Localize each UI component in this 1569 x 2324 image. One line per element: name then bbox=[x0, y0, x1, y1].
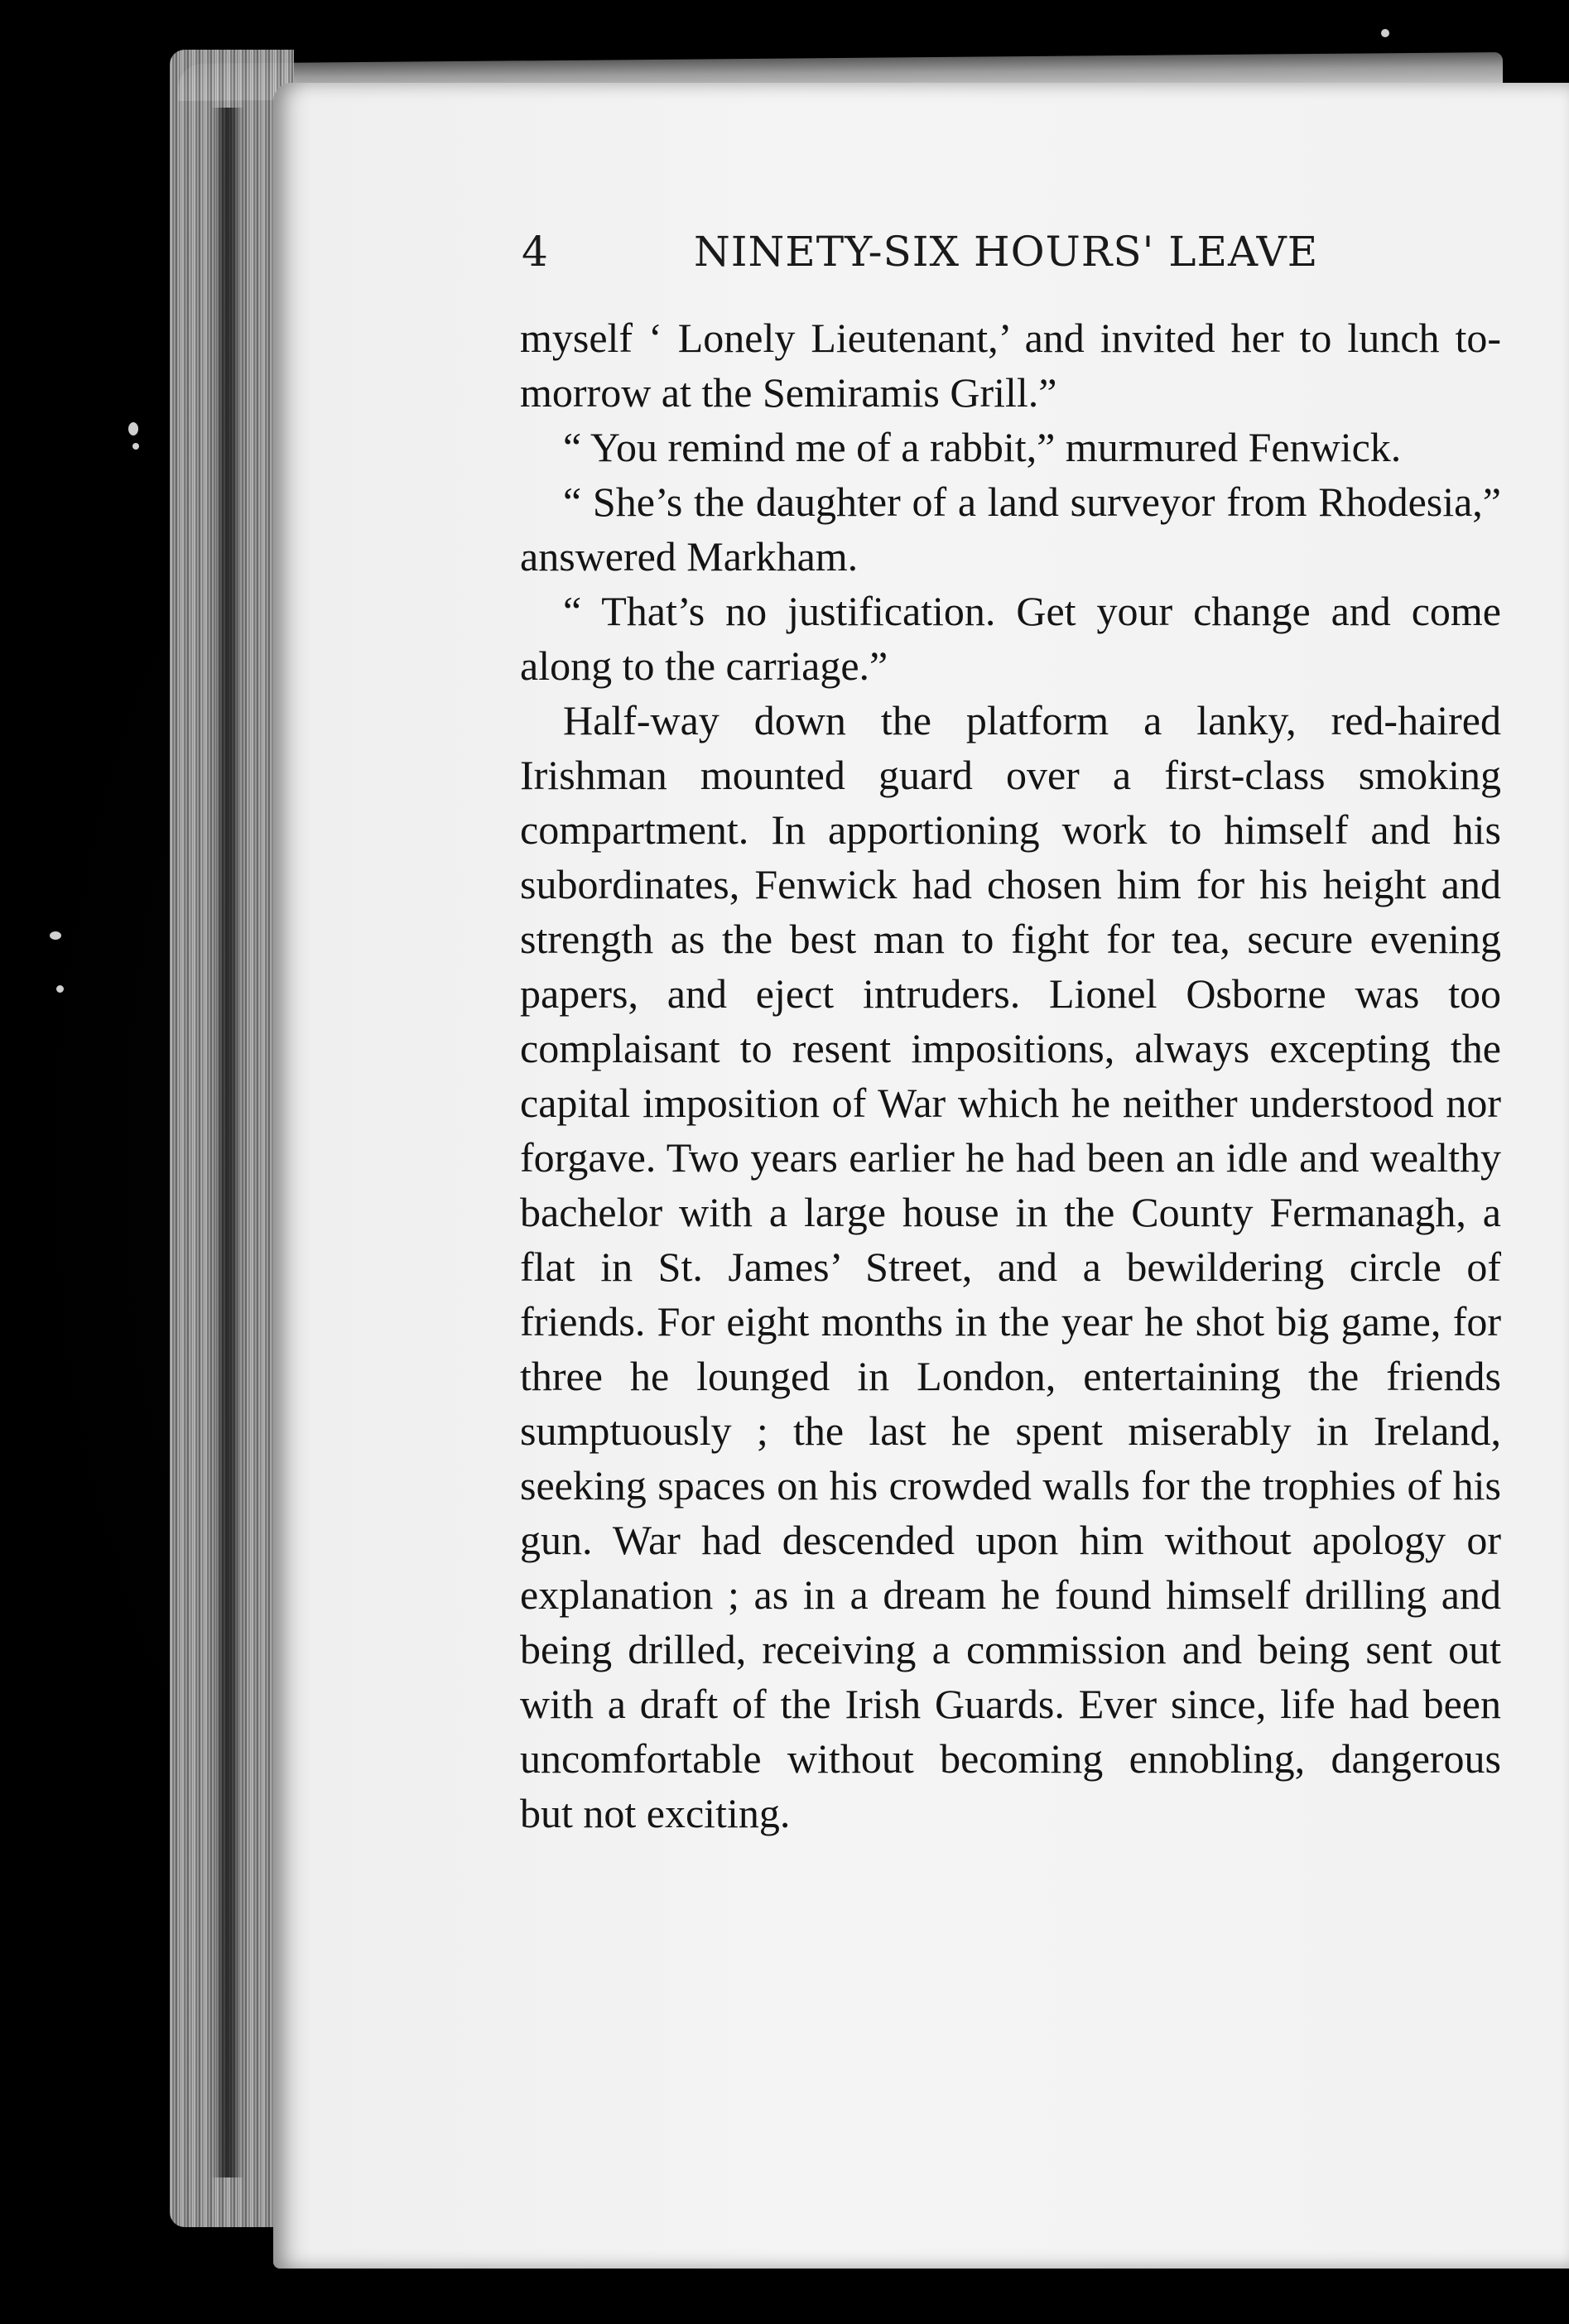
film-speck bbox=[56, 985, 64, 993]
film-speck bbox=[50, 931, 61, 940]
film-speck bbox=[132, 443, 139, 450]
running-title: NINETY-SIX HOURS' LEAVE bbox=[694, 228, 1319, 276]
page-number: 4 bbox=[522, 228, 549, 276]
paragraph: “ She’s the daughter of a land surveyor from Rhodesia,” answered Markham. bbox=[520, 479, 1501, 580]
paragraph: Half-way down the platform a lanky, red-haired Irishman mounted guard over a first-class smoking compartment. In apportioning work to himself and his subordinates, Fenwick had chosen him for his height and strength as the best man to fight for tea, secure evening papers, and eject intruders. Lionel Osborne was too complaisant to resent impositions, always excepting the capital imposition of War which he neither understood nor forgave. Two years earlier he had been an idle and wealthy bachelor with a large house in the County Fermanagh, a flat in St. James’ Street, and a bewildering circle of friends. For eight months in the year he shot big game, for three he lounged in London, entertaining the friends sumptuously ; the last he spent miserably in Ireland, seeking spaces on his crowded walls for the trophies of his gun. War had descended upon him without apology or explanation ; as in a dream he found himself drilling and being drilled, receiving a commission and being sent out with a draft of the Irish Guards. Ever since, life had been uncomfortable without becoming ennobling, dangerous but not exciting. bbox=[520, 697, 1501, 1836]
spine-shadow bbox=[211, 108, 244, 2177]
paragraph: “ That’s no justification. Get your change and come along to the carriage.” bbox=[520, 588, 1501, 689]
page-header bbox=[522, 228, 1515, 286]
film-speck bbox=[128, 422, 138, 435]
film-speck bbox=[1381, 29, 1389, 37]
paragraph: myself ‘ Lonely Lieutenant,’ and invited her to lunch to-morrow at the Semiramis Grill.” bbox=[520, 315, 1501, 416]
paragraph: “ You remind me of a rabbit,” murmured Fenwick. bbox=[563, 424, 1402, 470]
body-text bbox=[520, 310, 1501, 1840]
